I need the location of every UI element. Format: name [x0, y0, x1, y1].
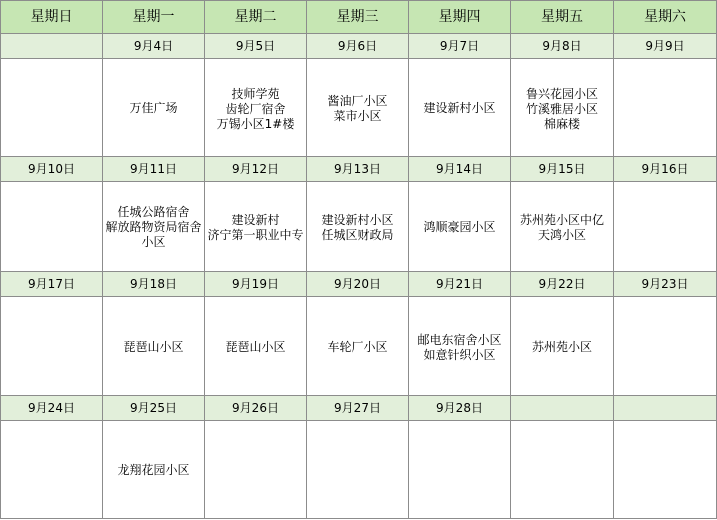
date-cell: 9月27日: [307, 396, 409, 421]
location-label: 如意针织小区: [423, 348, 496, 363]
date-row: [1, 272, 717, 297]
weekday-header-row: [1, 1, 717, 34]
date-cell: 9月21日: [409, 272, 511, 297]
schedule-row: [1, 421, 717, 519]
location-label: 菜市小区: [333, 109, 382, 124]
schedule-cell: [307, 297, 409, 396]
schedule-cell: [103, 297, 205, 396]
location-label: 酱油厂小区: [327, 94, 388, 109]
date-cell: 9月13日: [307, 157, 409, 182]
schedule-row: [1, 59, 717, 157]
schedule-cell: [307, 421, 409, 519]
date-cell: 9月19日: [205, 272, 307, 297]
schedule-cell: [205, 182, 307, 272]
location-label: 小区: [141, 235, 166, 250]
weekday-header: 星期四: [409, 1, 511, 34]
date-cell: 9月6日: [307, 34, 409, 59]
date-cell: 9月26日: [205, 396, 307, 421]
schedule-cell: [409, 297, 511, 396]
location-label: 建设新村小区: [423, 101, 496, 116]
date-cell: 9月22日: [511, 272, 614, 297]
location-label: 天鸿小区: [537, 228, 586, 243]
date-cell: 9月15日: [511, 157, 614, 182]
schedule-cell: [103, 59, 205, 157]
date-cell: 9月11日: [103, 157, 205, 182]
schedule-cell: [205, 59, 307, 157]
schedule-cell: [307, 182, 409, 272]
schedule-cell: [511, 421, 614, 519]
schedule-cell: [1, 421, 103, 519]
weekday-header: 星期三: [307, 1, 409, 34]
location-label: 任城区财政局: [321, 228, 394, 243]
date-cell: [511, 396, 614, 421]
schedule-cell: [409, 421, 511, 519]
location-label: 万锡小区1#楼: [216, 117, 295, 132]
date-cell: [614, 396, 717, 421]
schedule-cell: [409, 182, 511, 272]
location-label: 齿轮厂宿舍: [225, 102, 286, 117]
location-label: 鲁兴花园小区: [525, 87, 598, 102]
schedule-cell: [511, 297, 614, 396]
date-cell: 9月12日: [205, 157, 307, 182]
schedule-cell: [409, 59, 511, 157]
schedule-cell: [205, 421, 307, 519]
schedule-cell: [103, 421, 205, 519]
schedule-cell: [1, 297, 103, 396]
weekday-header: 星期五: [511, 1, 614, 34]
schedule-cell: [1, 182, 103, 272]
location-label: 解放路物资局宿舍: [105, 220, 202, 235]
weekday-header: 星期一: [103, 1, 205, 34]
date-cell: 9月14日: [409, 157, 511, 182]
location-label: 琵琶山小区: [123, 340, 184, 355]
date-row: [1, 396, 717, 421]
date-cell: 9月25日: [103, 396, 205, 421]
location-label: 琵琶山小区: [225, 340, 286, 355]
date-cell: 9月10日: [1, 157, 103, 182]
schedule-cell: [614, 59, 717, 157]
schedule-cell: [511, 59, 614, 157]
location-label: 建设新村: [231, 213, 280, 228]
date-row: [1, 34, 717, 59]
date-cell: 9月17日: [1, 272, 103, 297]
schedule-cell: [614, 421, 717, 519]
schedule-row: [1, 297, 717, 396]
date-cell: 9月24日: [1, 396, 103, 421]
date-cell: [1, 34, 103, 59]
location-label: 棉麻楼: [543, 117, 580, 132]
location-label: 邮电东宿舍小区: [417, 333, 502, 348]
date-cell: 9月23日: [614, 272, 717, 297]
location-label: 鸿顺豪园小区: [423, 220, 496, 235]
location-label: 车轮厂小区: [327, 340, 388, 355]
date-cell: 9月8日: [511, 34, 614, 59]
date-cell: 9月9日: [614, 34, 717, 59]
schedule-row: [1, 182, 717, 272]
weekday-header: 星期日: [1, 1, 103, 34]
date-cell: 9月7日: [409, 34, 511, 59]
schedule-cell: [614, 297, 717, 396]
schedule-cell: [511, 182, 614, 272]
location-label: 竹溪雅居小区: [525, 102, 598, 117]
date-cell: 9月28日: [409, 396, 511, 421]
location-label: 苏州苑小区: [531, 340, 592, 355]
location-label: 建设新村小区: [321, 213, 394, 228]
location-label: 技师学苑: [231, 87, 280, 102]
schedule-cell: [205, 297, 307, 396]
date-cell: 9月4日: [103, 34, 205, 59]
schedule-cell: [1, 59, 103, 157]
schedule-cell: [614, 182, 717, 272]
location-label: 龙翔花园小区: [117, 463, 190, 478]
location-label: 万佳广场: [129, 101, 178, 116]
schedule-cell: [307, 59, 409, 157]
date-cell: 9月18日: [103, 272, 205, 297]
weekday-header: 星期二: [205, 1, 307, 34]
weekday-header: 星期六: [614, 1, 717, 34]
location-label: 任城公路宿舍: [117, 205, 190, 220]
date-cell: 9月16日: [614, 157, 717, 182]
date-cell: 9月5日: [205, 34, 307, 59]
date-cell: 9月20日: [307, 272, 409, 297]
location-label: 苏州苑小区中亿: [519, 213, 604, 228]
location-label: 济宁第一职业中专: [207, 228, 304, 243]
schedule-cell: [103, 182, 205, 272]
date-row: [1, 157, 717, 182]
